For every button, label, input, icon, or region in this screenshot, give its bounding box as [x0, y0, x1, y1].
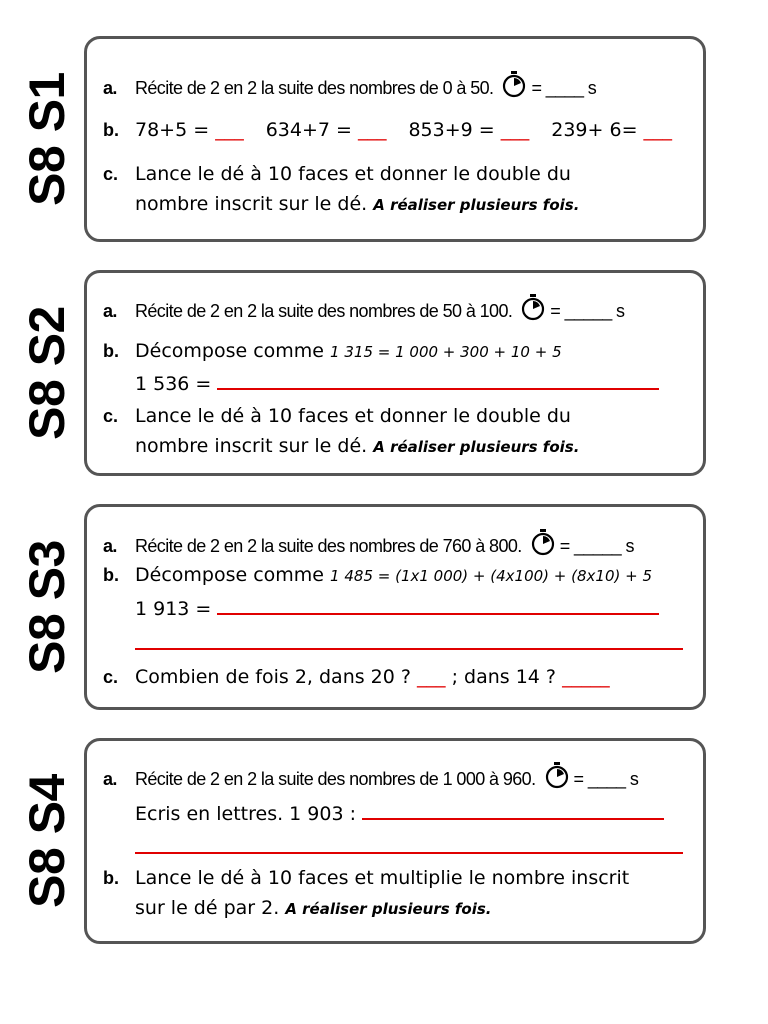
item-a: a. Récite de 2 en 2 la suite des nombres de 50 à 100. = _____ s	[103, 293, 693, 326]
item-c: c. Lance le dé à 10 faces et donner le double du	[103, 405, 571, 427]
answer-line[interactable]	[135, 630, 683, 650]
answer-line[interactable]	[135, 834, 683, 854]
item-b-answer: 1 913 =	[103, 594, 693, 624]
item-a: a. Récite de 2 en 2 la suite des nombres de 760 à 800. = _____ s	[103, 528, 693, 561]
item-c-continued: nombre inscrit sur le dé. A réaliser plusieurs fois.	[135, 193, 580, 215]
session-label-s2: S8 S2	[19, 306, 75, 440]
answer-blank[interactable]: _____	[562, 666, 610, 688]
answer-line[interactable]	[362, 800, 664, 820]
answer-line[interactable]	[217, 595, 659, 615]
item-a: a. Récite de 2 en 2 la suite des nombres de 0 à 50. = ____ s	[103, 70, 693, 103]
item-b: b. 78+5 = ___ 634+7 = ___ 853+9 = ___ 239+ 6= ___	[103, 119, 673, 141]
stopwatch-icon	[501, 70, 527, 98]
answer-line[interactable]	[217, 370, 659, 390]
item-c: c. Combien de fois 2, dans 20 ? ___ ; dans 14 ? _____	[103, 666, 610, 688]
item-b: b. Décompose comme 1 315 = 1 000 + 300 + 10 + 5	[103, 340, 562, 362]
exercise-card-s1	[84, 36, 706, 242]
item-c: c. Lance le dé à 10 faces et donner le double du	[103, 163, 571, 185]
stopwatch-icon	[520, 293, 546, 321]
exercise-card-s4	[84, 738, 706, 944]
session-label-s3: S8 S3	[19, 540, 75, 674]
item-b-continued: sur le dé par 2. A réaliser plusieurs fois.	[135, 897, 492, 919]
item-b: b. Décompose comme 1 485 = (1x1 000) + (4x100) + (8x10) + 5	[103, 564, 652, 586]
item-a-writing-continued	[103, 833, 693, 863]
stopwatch-icon	[530, 528, 556, 556]
answer-blank[interactable]: ___	[500, 119, 530, 141]
answer-blank[interactable]: ___	[215, 119, 244, 141]
session-label-s1: S8 S1	[19, 72, 75, 206]
exercise-card-s3	[84, 504, 706, 710]
answer-blank[interactable]: ___	[643, 119, 673, 141]
answer-blank[interactable]: ___	[417, 666, 446, 688]
item-b: b. Lance le dé à 10 faces et multiplie le nombre inscrit	[103, 867, 630, 889]
item-a: a. Récite de 2 en 2 la suite des nombres de 1 000 à 960. = ____ s	[103, 761, 693, 794]
exercise-card-s2	[84, 270, 706, 476]
item-c-continued: nombre inscrit sur le dé. A réaliser plusieurs fois.	[135, 435, 580, 457]
item-a-writing: Ecris en lettres. 1 903 :	[103, 799, 693, 829]
answer-blank[interactable]: ___	[357, 119, 387, 141]
item-b-answer-continued	[103, 629, 693, 659]
session-label-s4: S8 S4	[19, 774, 75, 908]
stopwatch-icon	[544, 761, 570, 789]
item-b-answer: 1 536 =	[103, 369, 693, 399]
